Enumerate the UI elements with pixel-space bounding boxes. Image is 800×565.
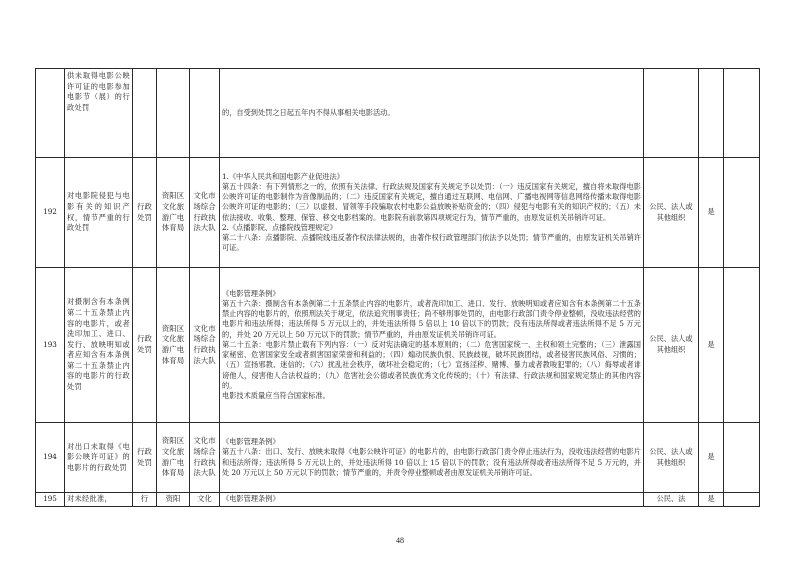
enforcement-org: 文化市场综合行政执法大队 [190, 158, 220, 268]
remarks-cell [724, 158, 760, 268]
basis-line: 第二十八条：点播影院、点播院线违反著作权法律法规的，由著作权行政管理部门依法予以处罚；情节严重的，由原发证机关吊销许可证。 [222, 232, 641, 253]
row-number: 195 [36, 493, 65, 507]
basis-line: 第五十六条：摄制含有本条例第二十五条禁止内容的电影片，或者洗印加工、进口、发行、放映明知或者应知含有本条例第二十五条禁止内容的电影片的，依照刑法关于规定，依法追究刑事责任；尚不够刑事处罚的，由电影行政部门责令停业整顿，没收违法经营的电影片和违法所得；违法所得 5 万元以上的，并处违法所得 5 倍以上 10 倍以下的罚款；没有违法所得或者违法所得不足 5 万元的，并处 20 万元以上 50 万元以下的罚款；情节严重的，并由原发证机关吊销许可证。 [222, 299, 641, 339]
enforcement-org: 文化 [190, 493, 220, 507]
legal-basis [220, 493, 644, 507]
item-name: 对摄制含有本条例第二十五条禁止内容的电影片，或者洗印加工、进口、发行、放映明知或者应知含有本条例第二十五条禁止内容的电影片的行政处罚 [65, 268, 133, 423]
legal-basis [220, 423, 644, 493]
table-row [36, 493, 760, 507]
table-row [36, 158, 760, 268]
enforcement-org: 文化市场综合行政执法大队 [190, 423, 220, 493]
penalty-type: 行 [133, 493, 157, 507]
enforcement-org [190, 69, 220, 158]
remarks-cell [724, 268, 760, 423]
table-row [36, 268, 760, 423]
page-number: 48 [396, 536, 404, 545]
basis-line: 《电影管理条例》 [222, 437, 280, 447]
flag-cell: 是 [699, 158, 724, 268]
item-name: 对未经批准， [65, 493, 133, 507]
remarks-cell [724, 423, 760, 493]
target-subject: 公民、法人或其他组织 [644, 423, 699, 493]
basis-line: 1.《中华人民共和国电影产业促进法》 [222, 171, 344, 181]
target-subject: 公民、法人或其他组织 [644, 158, 699, 268]
flag-cell: 是 [699, 423, 724, 493]
row-number [36, 69, 65, 158]
penalty-type [133, 69, 157, 158]
legal-basis [220, 69, 644, 158]
basis-line: 第二十五条：电影片禁止载有下列内容：（一）反对宪法确定的基本原则的；（二）危害国家统一、主权和领土完整的；（三）泄露国家秘密、危害国家安全或者损害国家荣誉和利益的；（四）煽动民族仇恨、民族歧视，破坏民族团结，或者侵害民族风俗、习惯的；（五）宣扬邪教、迷信的；（六）扰乱社会秩序，破坏社会稳定的；（七）宣扬淫秽、赌博、暴力或者教唆犯罪的；（八）侮辱或者诽谤他人，侵害他人合法权益的；（九）危害社会公德或者民族优秀文化传统的；（十）有法律、行政法规和国家规定禁止的其他内容的。 [222, 339, 641, 390]
legal-basis [220, 268, 644, 423]
basis-line: 2.《点播影院、点播院线管理规定》 [222, 222, 337, 232]
department: 资阳区文化旅游广电体育局 [157, 158, 190, 268]
target-subject: 公民、法 [644, 493, 699, 507]
basis-line: 《电影管理条例》 [222, 288, 280, 298]
table-row [36, 423, 760, 493]
row-number: 194 [36, 423, 65, 493]
item-name: 对电影院侵犯与电影有关的知识产权，情节严重的行政处罚 [65, 158, 133, 268]
flag-cell: 是 [699, 493, 724, 507]
penalty-table [35, 68, 760, 507]
row-number: 192 [36, 158, 65, 268]
remarks-cell [724, 493, 760, 507]
department [157, 69, 190, 158]
penalty-type: 行政处罚 [133, 268, 157, 423]
basis-line: 《电影管理条例》 [222, 494, 280, 504]
target-subject [644, 69, 699, 158]
penalty-type: 行政处罚 [133, 423, 157, 493]
department: 资阳区文化旅游广电体育局 [157, 423, 190, 493]
basis-line: 的，自受到处罚之日起五年内不得从事相关电影活动。 [222, 107, 395, 117]
legal-basis [220, 158, 644, 268]
remarks-cell [724, 69, 760, 158]
item-name: 对出口未取得《电影公映许可证》的电影片的行政处罚 [65, 423, 133, 493]
flag-cell: 是 [699, 268, 724, 423]
department: 资阳区文化旅游广电体育局 [157, 268, 190, 423]
table-row [36, 69, 760, 158]
row-number: 193 [36, 268, 65, 423]
basis-line: 第五十八条：出口、发行、放映未取得《电影公映许可证》的电影片的，由电影行政部门责令停止违法行为，没收违法经营的电影片和违法所得；违法所得 5 万元以上的，并处违法所得 10 倍以上 15 倍以下的罚款；没有违法所得或者违法所得不足 5 万元的，并处 20 万元以上 50 万元以下的罚款；情节严重的，并责令停业整顿或者由原发证机关吊销许可证。 [222, 447, 641, 477]
target-subject: 公民、法人或其他组织 [644, 268, 699, 423]
penalty-type: 行政处罚 [133, 158, 157, 268]
enforcement-org: 文化市场综合行政执法大队 [190, 268, 220, 423]
basis-line: 第五十四条：有下列情形之一的，依照有关法律、行政法规及国家有关规定予以处罚：（一）违反国家有关规定，擅自将未取得电影公映许可证的电影制作为音像制品的；（二）违反国家有关规定，擅自通过互联网、电信网、广播电视网等信息网络传播未取得电影公映许可证的电影的；（三）以虚报、冒领等手段骗取农村电影公益放映补贴资金的；（四）侵犯与电影有关的知识产权的；（五）未依法接收、收集、整理、保管、移交电影档案的。电影院有前款第四项规定行为，情节严重的，由原发证机关吊销许可证。 [222, 181, 641, 222]
basis-line: 电影技术质量应当符合国家标准。 [222, 390, 330, 400]
flag-cell [699, 69, 724, 158]
item-name: 供未取得电影公映许可证的电影参加电影节（展）的行政处罚 [65, 69, 133, 158]
department: 资阳 [157, 493, 190, 507]
